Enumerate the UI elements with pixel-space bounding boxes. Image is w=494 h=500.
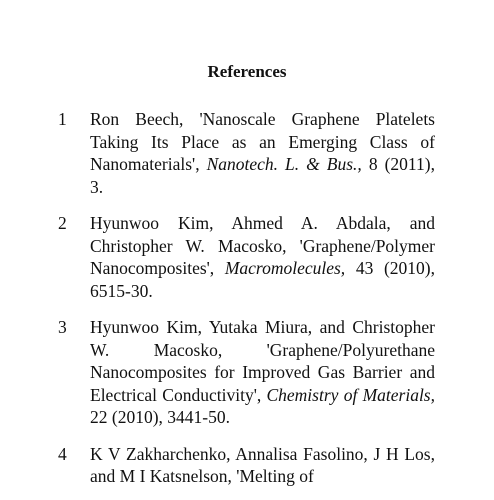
reference-list (0, 108, 494, 500)
reference-citation: Hyunwoo Kim, Ahmed A. Abdala, and Christopher W. Macosko, 'Graphene/Polymer Nanocomposites', (90, 213, 435, 278)
reference-item (0, 443, 494, 488)
reference-text (90, 443, 435, 488)
journal-title: Chemistry of Materials, (266, 384, 435, 405)
reference-citation: K V Zakharchenko, Annalisa Fasolino, J H Los, and M I Katsnelson, 'Melting of (90, 443, 435, 486)
reference-citation: Hyunwoo Kim, Yutaka Miura, and Christopher W. Macosko, 'Graphene/Polyurethane Nanocomposites for Improved Gas Barrier and Electrical Conductivity', (90, 317, 435, 405)
references-heading: References (207, 62, 287, 81)
reference-number: 1 (58, 109, 67, 129)
reference-volume: 43 (2010), 6515-30. (90, 258, 435, 301)
reference-text (90, 108, 435, 198)
reference-text (90, 316, 435, 429)
reference-item (0, 316, 494, 429)
reference-number: 4 (58, 443, 67, 464)
reference-citation: Ron Beech, 'Nanoscale Graphene Platelets Taking Its Place as an Emerging Class of Nanomaterials', (90, 109, 435, 174)
reference-item (0, 108, 494, 198)
reference-number: 3 (58, 317, 67, 337)
reference-text (90, 212, 435, 302)
reference-volume: 22 (2010), 3441-50. (90, 407, 230, 427)
journal-title: Nanotech. L. & Bus., (206, 154, 362, 174)
reference-item (0, 212, 494, 302)
reference-number: 2 (58, 213, 67, 233)
reference-volume: 8 (2011), 3. (90, 154, 435, 197)
journal-title: Macromolecules, (224, 258, 346, 278)
